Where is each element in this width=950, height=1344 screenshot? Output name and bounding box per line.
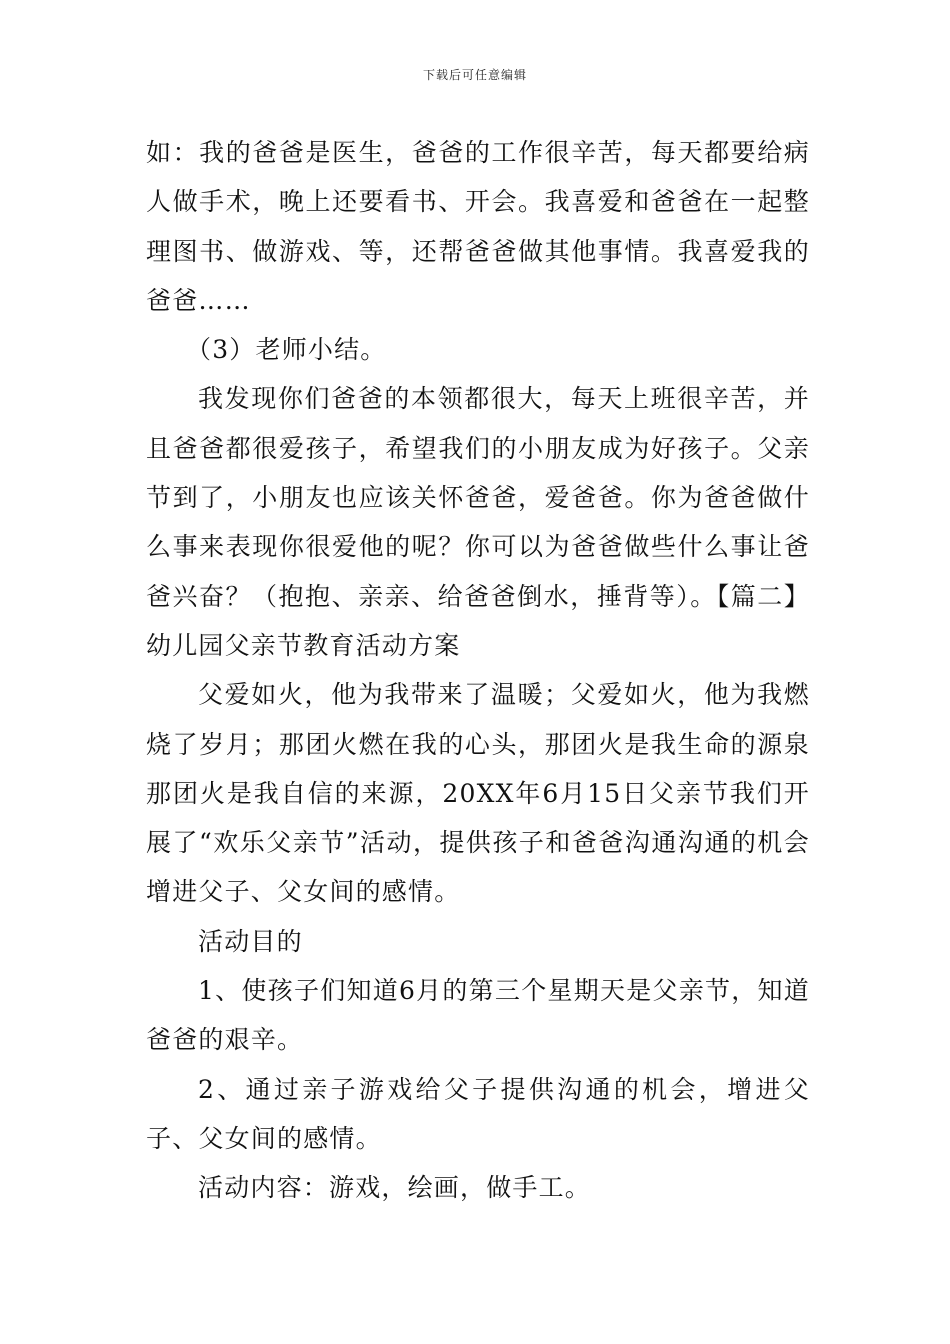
paragraph-fathers-love: 父爱如火，他为我带来了温暖；父爱如火，他为我燃烧了岁月；那团火燃在我的心头，那团火是我生命的源泉那团火是我自信的来源，20XX年6月15日父亲节我们开展了“欢乐父亲节”活动，提供孩子和爸爸沟通沟通的机会增进父子、父女间的感情。 bbox=[146, 680, 810, 907]
paragraph-teacher-summary-heading: （3）老师小结。 bbox=[186, 335, 387, 365]
document-body bbox=[146, 128, 810, 1213]
paragraph-teacher-summary: 我发现你们爸爸的本领都很大，每天上班很辛苦，并且爸爸都很爱孩子，希望我们的小朋友成为好孩子。父亲节到了，小朋友也应该关怀爸爸，爱爸爸。你为爸爸做什么事来表现你很爱他的呢？你可以为爸爸做些什么事让爸爸兴奋？（抱抱、亲亲、给爸爸倒水，捶背等）。【篇二】幼儿园父亲节教育活动方案 bbox=[146, 384, 810, 660]
paragraph-goal-1: 1、使孩子们知道6月的第三个星期天是父亲节，知道爸爸的艰辛。 bbox=[146, 976, 810, 1055]
paragraph-activity-goal-heading: 活动目的 bbox=[198, 926, 303, 956]
page-header: 下载后可任意编辑 bbox=[422, 68, 527, 82]
paragraph-goal-2: 2、通过亲子游戏给父子提供沟通的机会，增进父子、父女间的感情。 bbox=[146, 1074, 810, 1153]
paragraph-activity-content: 活动内容：游戏，绘画，做手工。 bbox=[198, 1173, 592, 1203]
paragraph-example: 如：我的爸爸是医生，爸爸的工作很辛苦，每天都要给病人做手术，晚上还要看书、开会。我喜爱和爸爸在一起整理图书、做游戏、等，还帮爸爸做其他事情。我喜爱我的爸爸…… bbox=[146, 138, 810, 315]
